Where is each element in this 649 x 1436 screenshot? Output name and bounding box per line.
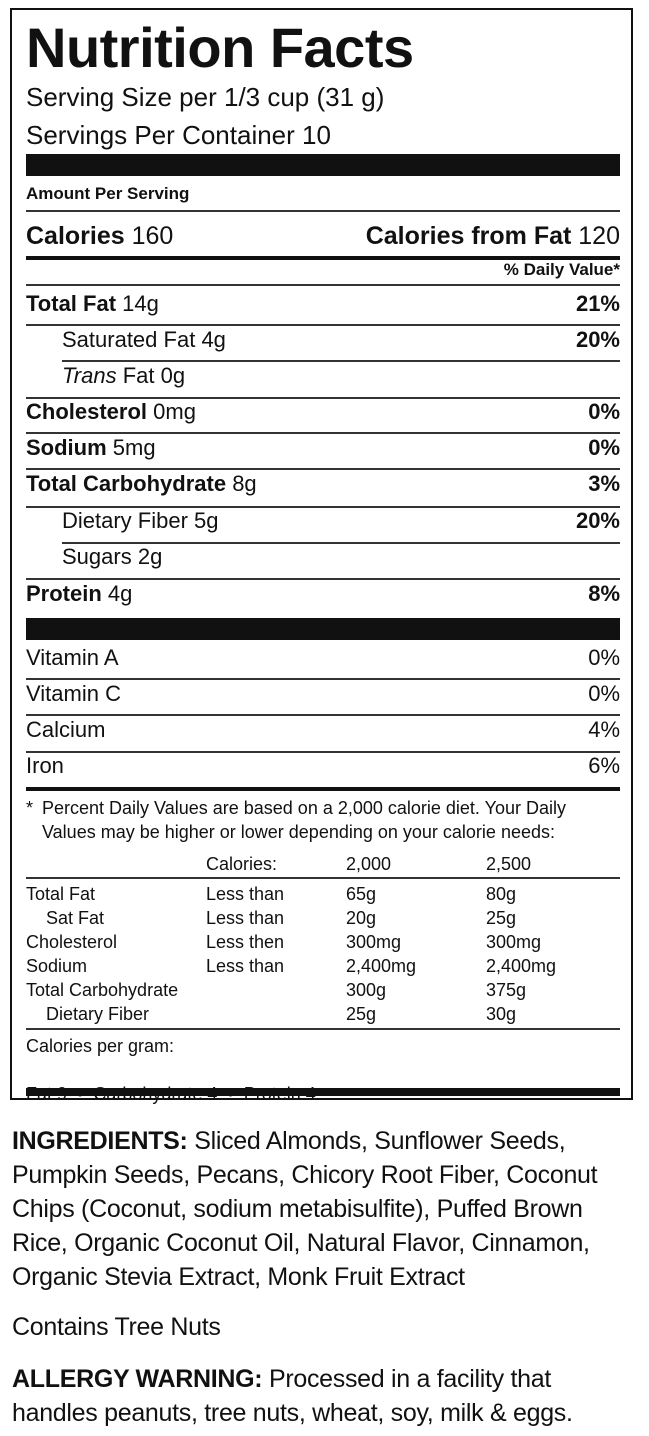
servings-per-container: Servings Per Container 10 [26, 120, 331, 150]
nutrient-name: Cholesterol [26, 399, 148, 424]
nutrient-row-cholesterol [26, 398, 620, 426]
dv-table-value: 30g [486, 1004, 517, 1024]
nutrient-name: Saturated Fat [62, 327, 196, 352]
dv-table-name: Sat Fat [46, 908, 105, 928]
dv-table-row [26, 882, 620, 906]
calories-from-fat-label: Calories from Fat [365, 222, 572, 250]
allergy-line: handles peanuts, tree nuts, wheat, soy, milk & eggs. [12, 1399, 573, 1427]
dv-table-row [26, 906, 620, 930]
thick-divider-top [26, 154, 620, 176]
nutrient-amount: 14g [122, 291, 159, 316]
vitamin-row-a [26, 644, 620, 672]
nutrient-dv: 20% [575, 327, 620, 352]
thick-divider-bottom [26, 1088, 620, 1096]
vitamin-row-iron [26, 752, 620, 780]
dv-table-name: Cholesterol [26, 932, 118, 952]
dv-table-row [26, 1002, 620, 1026]
nutrient-row-trans-fat [26, 362, 620, 390]
vitamin-name: Calcium [26, 717, 106, 742]
nutrient-row-saturated-fat [26, 326, 620, 354]
ingredients-line: Rice, Organic Coconut Oil, Natural Flavor, Cinnamon, [12, 1229, 590, 1257]
nutrition-facts-title: Nutrition Facts [26, 16, 414, 79]
vitamin-row-calcium [26, 716, 620, 744]
dv-table-header-col2: 2,500 [486, 854, 532, 874]
dv-table-name: Dietary Fiber [46, 1004, 150, 1024]
divider-medium [26, 787, 620, 791]
nutrient-amount: 4g [201, 327, 226, 352]
allergy-line [12, 1362, 637, 1396]
nutrient-dv: 3% [588, 471, 620, 496]
dv-table-value: 2,400mg [486, 956, 557, 976]
amount-per-serving: Amount Per Serving [26, 184, 190, 203]
nutrient-dv: 0% [588, 435, 620, 460]
vitamin-name: Vitamin C [26, 681, 121, 706]
footnote [26, 796, 620, 846]
divider [26, 284, 620, 286]
ingredients-text: Sliced Almonds, Sunflower Seeds, [187, 1127, 566, 1155]
calories-value: 160 [131, 222, 174, 250]
dv-table-value: 25g [486, 908, 517, 928]
nutrient-amount: 0g [160, 363, 186, 388]
nutrient-dv: 21% [575, 291, 620, 316]
nutrient-amount: 4g [107, 581, 133, 606]
vitamin-dv: 6% [588, 753, 620, 778]
nutrient-row-sodium [26, 434, 620, 462]
ingredients-label: INGREDIENTS: [12, 1127, 188, 1155]
nutrient-name-italic: Trans [62, 363, 117, 388]
nutrient-amount: 0mg [153, 399, 196, 424]
dv-table-row [26, 930, 620, 954]
daily-value-header: % Daily Value* [503, 260, 620, 279]
allergy-warning-block [12, 1362, 637, 1430]
calories-label: Calories [26, 222, 125, 250]
footnote-star: * [26, 798, 34, 818]
dv-table-value: 375g [486, 980, 527, 1000]
dv-table-row [26, 954, 620, 978]
nutrient-dv: 0% [588, 399, 620, 424]
calories-per-gram-line [26, 1058, 620, 1082]
dv-table-header-label: Calories: [206, 854, 278, 874]
allergy-text: Processed in a facility that [262, 1365, 551, 1393]
dv-table-qualifier: Less then [206, 932, 285, 952]
nutrient-amount: 2g [137, 544, 163, 569]
divider [26, 210, 620, 212]
nutrient-name: Protein [26, 581, 102, 606]
calories-per-gram-text: Calories per gram: [26, 1036, 175, 1056]
nutrient-amount: 8g [232, 471, 257, 496]
vitamin-dv: 0% [588, 681, 620, 706]
nutrient-name: Total Fat [26, 291, 117, 316]
nutrient-amount: 5mg [112, 435, 156, 460]
divider [26, 1028, 620, 1030]
nutrient-row-total-carbohydrate [26, 470, 620, 498]
nutrient-name: Sugars [62, 544, 132, 569]
dv-table-header [26, 852, 620, 876]
vitamin-name: Vitamin A [26, 645, 119, 670]
nutrient-name: Fat [122, 363, 155, 388]
calories-from-fat-value: 120 [578, 222, 620, 250]
dv-table-qualifier: Less than [206, 956, 285, 976]
nutrient-row-sugars [26, 543, 620, 571]
nutrition-facts-inner [26, 10, 620, 1098]
dv-table-name: Total Carbohydrate [26, 980, 179, 1000]
nutrient-row-dietary-fiber [26, 507, 620, 535]
nutrient-name: Sodium [26, 435, 107, 460]
serving-size: Serving Size per 1/3 cup (31 g) [26, 82, 385, 112]
calories-row [26, 220, 620, 252]
nutrient-name: Dietary Fiber [62, 508, 188, 533]
dv-table-name: Sodium [26, 956, 88, 976]
dv-table-value: 20g [346, 908, 377, 928]
nutrient-row-total-fat [26, 290, 620, 318]
dv-table-value: 80g [486, 884, 517, 904]
thick-divider-middle [26, 618, 620, 640]
calories-per-gram-label [26, 1034, 620, 1058]
dv-table-value: 300g [346, 980, 387, 1000]
contains-statement: Contains Tree Nuts [12, 1313, 221, 1341]
vitamin-dv: 0% [588, 645, 620, 670]
ingredients-line [12, 1124, 637, 1158]
dv-table-value: 300mg [346, 932, 402, 952]
allergy-label: ALLERGY WARNING: [12, 1365, 263, 1393]
ingredients-line: Chips (Coconut, sodium metabisulfite), Puffed Brown [12, 1195, 583, 1223]
dv-table-value: 2,400mg [346, 956, 417, 976]
dv-table-header-col1: 2,000 [346, 854, 392, 874]
nutrient-amount: 5g [194, 508, 219, 533]
vitamin-name: Iron [26, 753, 64, 778]
vitamin-dv: 4% [588, 717, 620, 742]
ingredients-line: Pumpkin Seeds, Pecans, Chicory Root Fiber, Coconut [12, 1161, 598, 1189]
dv-table-value: 300mg [486, 932, 542, 952]
nutrient-dv: 8% [588, 581, 620, 606]
divider [26, 877, 620, 879]
dv-table-value: 65g [346, 884, 377, 904]
dv-table-qualifier: Less than [206, 908, 285, 928]
dv-table-value: 25g [346, 1004, 377, 1024]
ingredients-block [12, 1124, 637, 1294]
nutrient-dv: 20% [575, 508, 620, 533]
dv-table-name: Total Fat [26, 884, 96, 904]
ingredients-line: Organic Stevia Extract, Monk Fruit Extract [12, 1263, 465, 1291]
vitamin-row-c [26, 680, 620, 708]
dv-table-row [26, 978, 620, 1002]
footnote-line: Percent Daily Values are based on a 2,000 calorie diet. Your Daily [42, 798, 566, 818]
nutrition-facts-panel [10, 8, 633, 1100]
dv-table-qualifier: Less than [206, 884, 285, 904]
footnote-line: Values may be higher or lower depending on your calorie needs: [42, 822, 555, 842]
nutrient-row-protein [26, 580, 620, 608]
nutrient-name: Total Carbohydrate [26, 471, 227, 496]
